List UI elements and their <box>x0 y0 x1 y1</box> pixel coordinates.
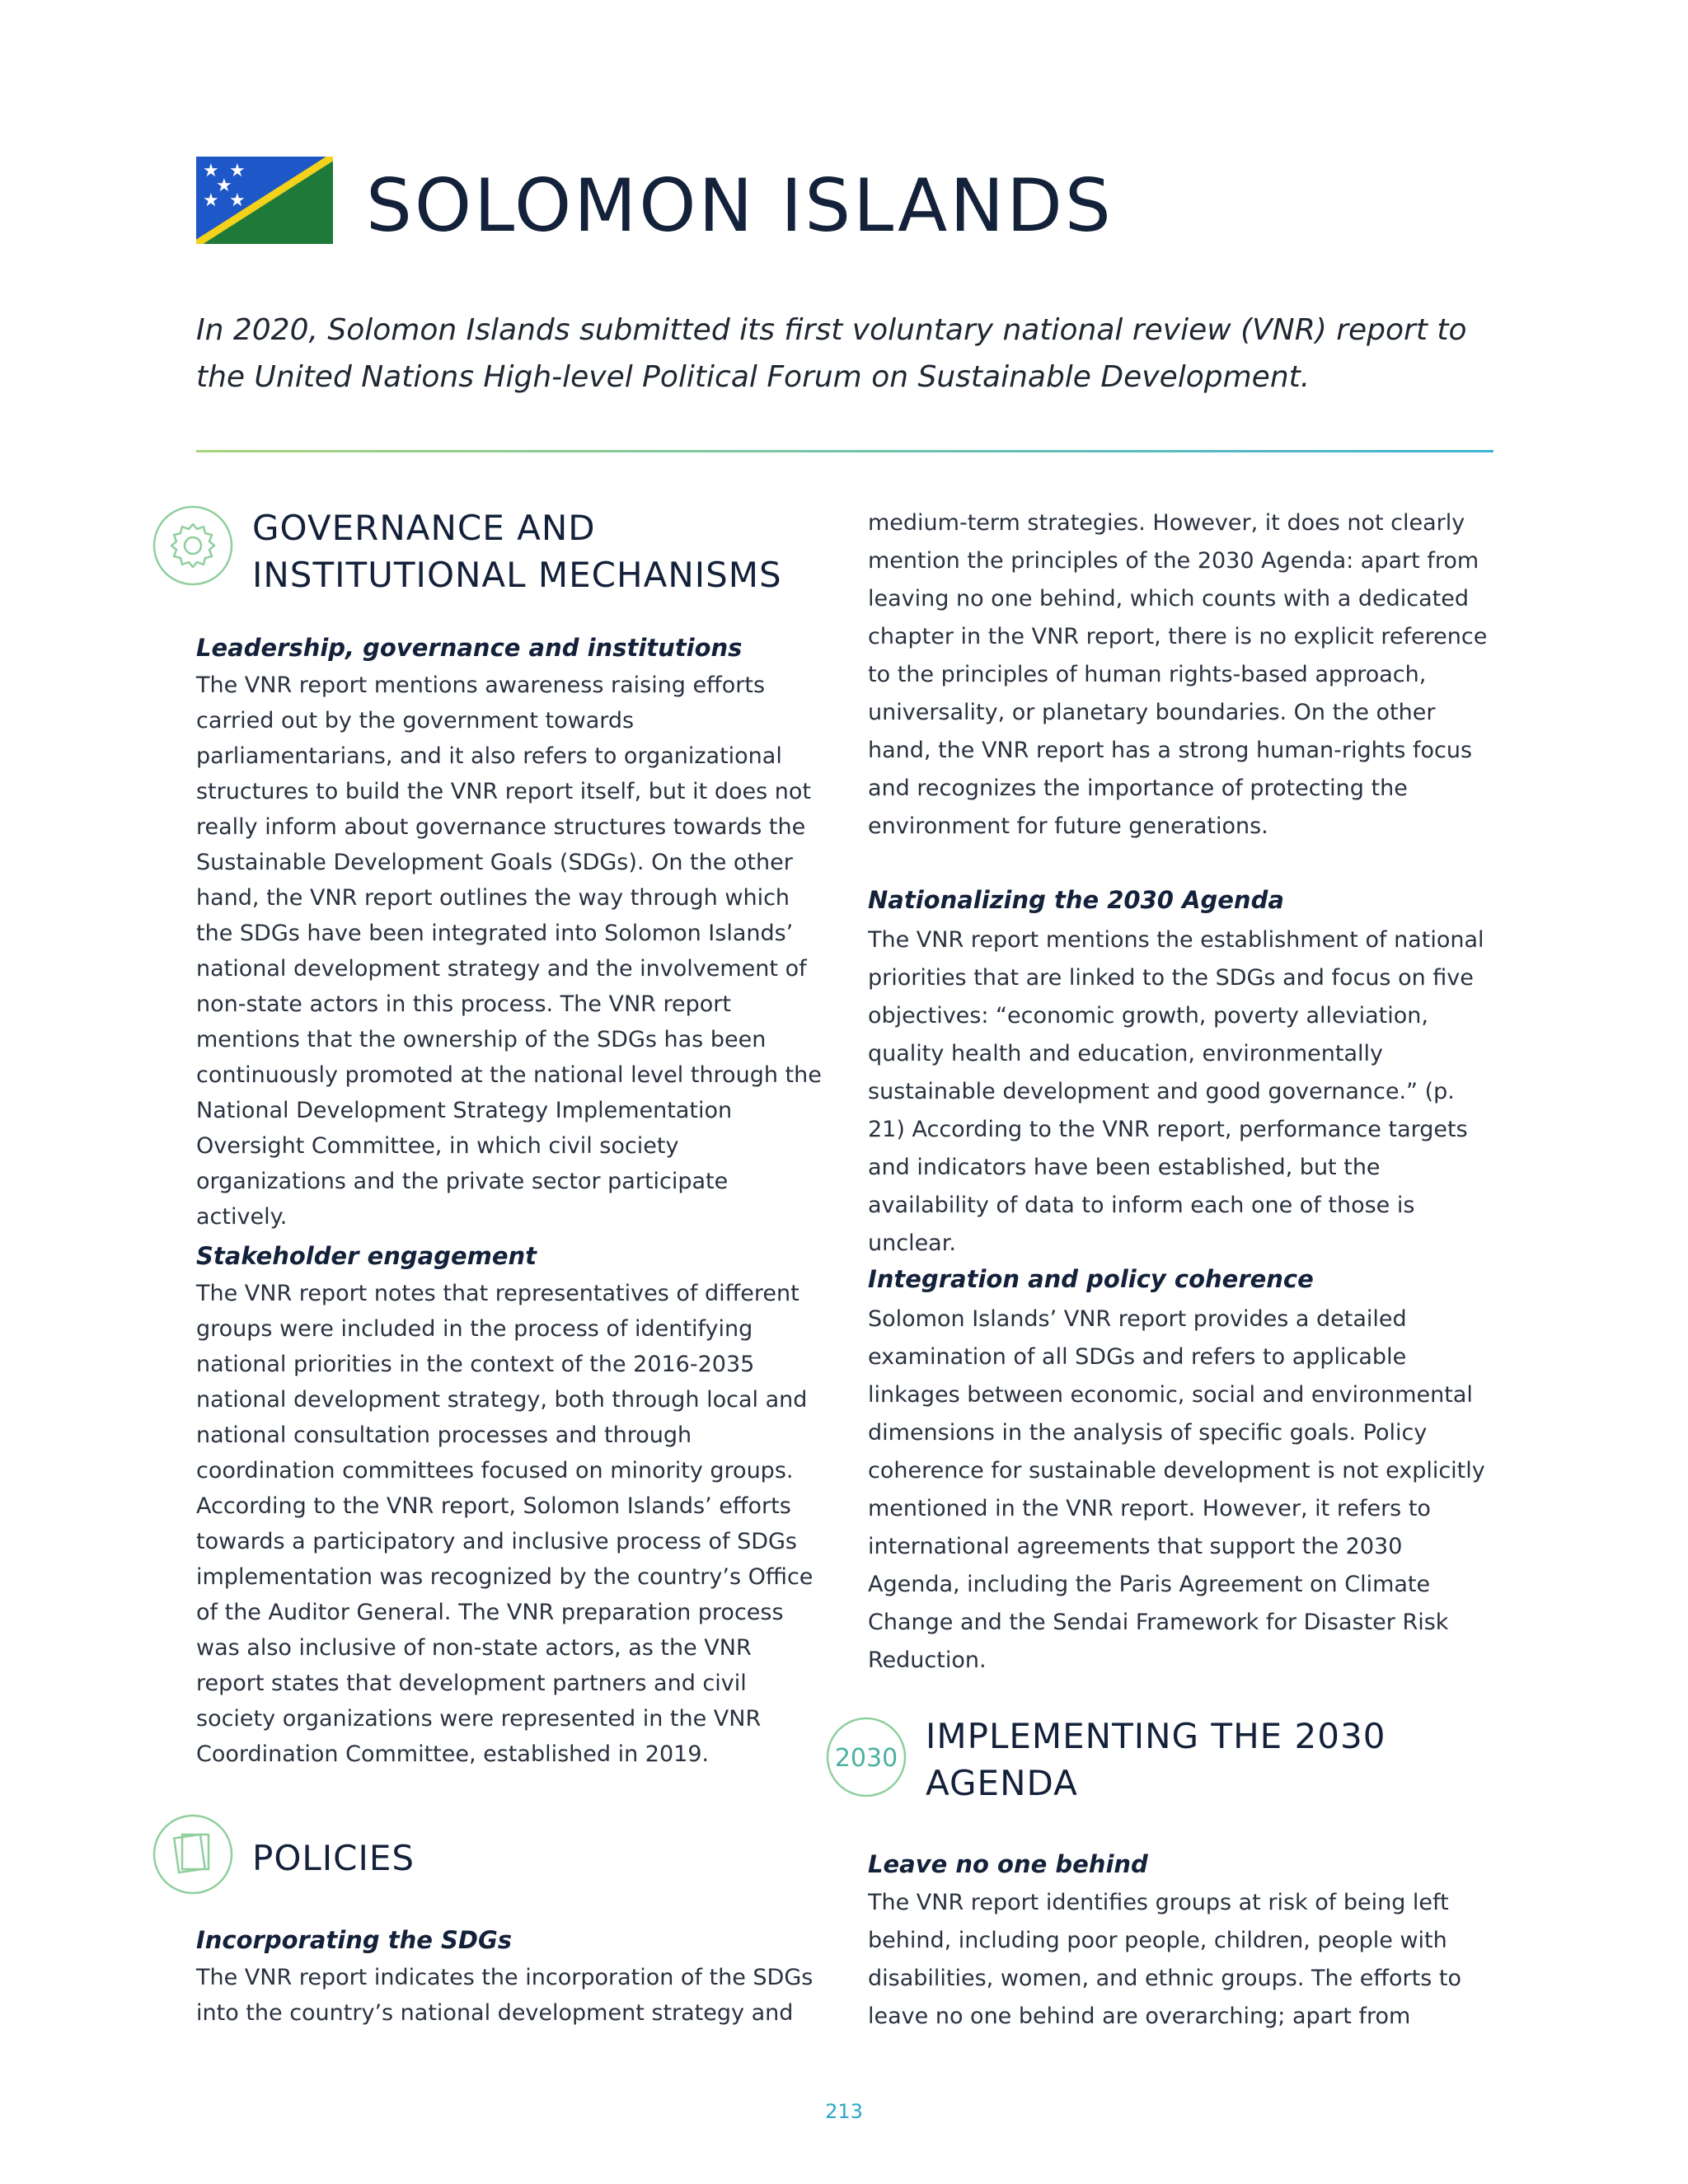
paragraph-nationalizing: The VNR report mentions the establishment of national priorities that are linked to the SDGs and focus on five objectives: “economic growth, poverty alleviation, quality health and education, environmentally sustainable development and good governance.” (p. 21) According to the VNR report, performance targets and indicators have been established, but the availability of data to inform each one of those is unclear. <box>868 927 1484 1256</box>
paragraph-leadership: The VNR report mentions awareness raising efforts carried out by the government towards parliamentarians, and it also refers to organizational structures to build the VNR report itself, but it does not really inform about governance structures towards the Sustainable Development Goals (SDGs). On the other hand, the VNR report outlines the way through which the SDGs have been integrated into Solomon Islands’ national development strategy and the involvement of non-state actors in this process. The VNR report mentions that the ownership of the SDGs has been continuously promoted at the national level through the National Development Strategy Implementation Oversight Committee, in which civil society organizations and the private sector participate actively. <box>196 673 822 1230</box>
svg-text:★: ★ <box>229 161 246 181</box>
subheading-nationalizing: Nationalizing the 2030 Agenda <box>868 886 1284 914</box>
subheading-incorporating: Incorporating the SDGs <box>196 1926 513 1954</box>
section-title-line: AGENDA <box>926 1763 1078 1803</box>
subheading-integration: Integration and policy coherence <box>868 1265 1314 1293</box>
svg-text:★: ★ <box>203 190 219 211</box>
section-title-governance <box>252 504 782 598</box>
agenda-2030-icon-label: 2030 <box>834 1744 898 1773</box>
paragraph-incorporating: The VNR report indicates the incorporation of the SDGs into the country’s national development strategy and <box>196 1965 814 2026</box>
svg-text:★: ★ <box>229 190 246 211</box>
section-title-line: IMPLEMENTING THE 2030 <box>926 1716 1386 1756</box>
svg-text:★: ★ <box>203 161 219 181</box>
gear-icon <box>152 504 234 587</box>
subheading-stakeholder: Stakeholder engagement <box>196 1242 537 1270</box>
paragraph-stakeholder: The VNR report notes that representatives of different groups were included in the process of identifying national priorities in the context of the 2016-2035 national development strategy, both through local and national consultation processes and through coordination committees focused on minority groups. According to the VNR report, Solomon Islands’ efforts towards a participatory and inclusive process of SDGs implementation was recognized by the country’s Office of the Auditor General. The VNR preparation process was also inclusive of non-state actors, as the VNR report states that development partners and civil society organizations were represented in the VNR Coordination Committee, established in 2019. <box>196 1281 814 1767</box>
svg-text:★: ★ <box>216 176 232 196</box>
subheading-leadership: Leadership, governance and institutions <box>196 634 743 662</box>
agenda-2030-icon <box>825 1716 907 1798</box>
solomon-islands-flag-icon <box>196 157 333 244</box>
document-icon <box>152 1813 234 1896</box>
section-title-implementing <box>926 1713 1386 1807</box>
subheading-leave-no-one-behind: Leave no one behind <box>868 1850 1148 1878</box>
section-title-line: GOVERNANCE AND <box>252 508 596 548</box>
paragraph-leave-no-one-behind: The VNR report identifies groups at risk of being left behind, including poor people, children, people with disabilities, women, and ethnic groups. The efforts to leave no one behind are overarching; apart from <box>868 1890 1461 2029</box>
paragraph-incorporating-continued: medium-term strategies. However, it does not clearly mention the principles of the 2030 Agenda: apart from leaving no one behind, which counts with a dedicated chapter in the VNR report, there is no explicit reference to the principles of human rights-based approach, universality, or planetary boundaries. On the other hand, the VNR report has a strong human-rights focus and recognizes the importance of protecting the environment for future generations. <box>868 510 1488 839</box>
intro-text: In 2020, Solomon Islands submitted its first voluntary national review (VNR) report to the United Nations High-level Political Forum on Sustainable Development. <box>196 313 1467 394</box>
page-number: 213 <box>825 2100 863 2123</box>
section-title-line: INSTITUTIONAL MECHANISMS <box>252 555 782 595</box>
page-title: SOLOMON ISLANDS <box>366 163 1114 248</box>
section-title-policies: POLICIES <box>252 1838 415 1878</box>
paragraph-integration: Solomon Islands’ VNR report provides a detailed examination of all SDGs and refers to applicable linkages between economic, social and environmental dimensions in the analysis of specific goals. Policy coherence for sustainable development is not explicitly mentioned in the VNR report. However, it refers to international agreements that support the 2030 Agenda, including the Paris Agreement on Climate Change and the Sendai Framework for Disaster Risk Reduction. <box>868 1306 1485 1673</box>
divider <box>196 450 1493 452</box>
